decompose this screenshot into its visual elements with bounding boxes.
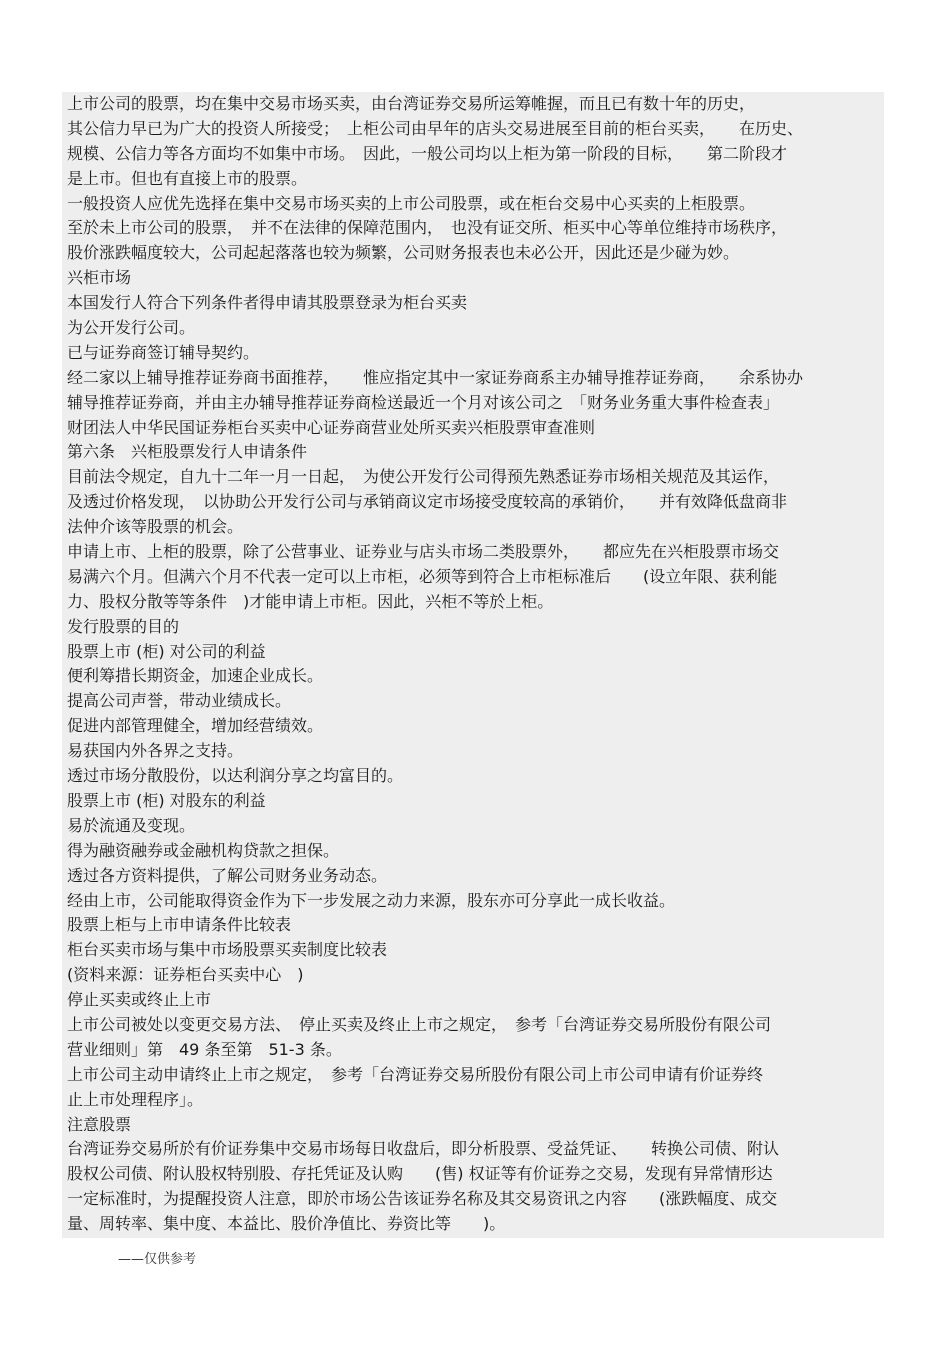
- text-line: 易满六个月。但满六个月不代表一定可以上市柜，必须等到符合上市柜标准后 (设立年限、获利能: [67, 566, 778, 586]
- text-line: 第六条 兴柜股票发行人申请条件: [67, 442, 308, 462]
- text-line: 营业细则」第 49 条至第 51-3 条。: [67, 1039, 342, 1059]
- document-body: [67, 92, 885, 1237]
- text-line: 易获国内外各界之支持。: [67, 741, 244, 761]
- text-line: 停止买卖或终止上市: [67, 990, 212, 1010]
- text-line: 股权公司债、附认股权特别股、存托凭证及认购 (售) 权证等有价证券之交易，发现有异常情形达: [67, 1164, 773, 1184]
- text-line: 股票上市 (柜) 对股东的利益: [67, 790, 266, 810]
- text-line: 及透过价格发现， 以协助公开发行公司与承销商议定市场接受度较高的承销价， 并有效降低盘商非: [67, 492, 788, 512]
- text-line: 透过各方资料提供，了解公司财务业务动态。: [67, 865, 388, 885]
- text-line: 一般投资人应优先选择在集中交易市场买卖的上市公司股票，或在柜台交易中心买卖的上柜股票。: [67, 193, 756, 213]
- text-line: 目前法令规定，自九十二年一月一日起， 为使公开发行公司得预先熟悉证券市场相关规范及其运作，: [67, 467, 780, 487]
- text-line: 一定标准时，为提醒投资人注意，即於市场公告该证券名称及其交易资讯之内容 (涨跌幅度、成交: [67, 1189, 778, 1209]
- text-line: 申请上市、上柜的股票，除了公营事业、证券业与店头市场二类股票外， 都应先在兴柜股票市场交: [67, 542, 780, 562]
- text-line: 台湾证券交易所於有价证券集中交易市场每日收盘后，即分析股票、受益凭证、 转换公司债、附认: [67, 1139, 780, 1159]
- text-line: 经二家以上辅导推荐证券商书面推荐， 惟应指定其中一家证券商系主办辅导推荐证券商， 余系协办: [67, 367, 804, 387]
- text-line: 促进内部管理健全，增加经营绩效。: [67, 716, 324, 736]
- text-line: 注意股票: [67, 1114, 132, 1134]
- text-line: 辅导推荐证券商，并由主办辅导推荐证券商检送最近一个月对该公司之 「财务业务重大事件检查表」: [67, 392, 780, 412]
- text-line: 规模、公信力等各方面均不如集中市场。 因此，一般公司均以上柜为第一阶段的目标， 第二阶段才: [67, 143, 788, 163]
- text-line: 提高公司声誉，带动业绩成长。: [67, 691, 292, 711]
- text-line: 易於流通及变现。: [67, 815, 196, 835]
- text-line: 其公信力早已为广大的投资人所接受； 上柜公司由早年的店头交易进展至目前的柜台买卖， 在历史、: [67, 118, 804, 138]
- text-line: 发行股票的目的: [67, 616, 180, 636]
- text-line: 已与证券商签订辅导契约。: [67, 342, 260, 362]
- text-line: 透过市场分散股份，以达利润分享之均富目的。: [67, 766, 404, 786]
- text-line: 法仲介该等股票的机会。: [67, 517, 244, 537]
- text-line: 兴柜市场: [67, 268, 132, 288]
- text-line: 为公开发行公司。: [67, 318, 196, 338]
- text-line: 止上市处理程序」。: [67, 1089, 204, 1109]
- text-line: 柜台买卖市场与集中市场股票买卖制度比较表: [67, 940, 388, 960]
- text-line: 上市公司被处以变更交易方法、 停止买卖及终止上市之规定， 参考「台湾证券交易所股份有限公司: [67, 1014, 772, 1034]
- text-line: 便利筹措长期资金，加速企业成长。: [67, 666, 324, 686]
- text-line: 得为融资融券或金融机构贷款之担保。: [67, 840, 340, 860]
- text-line: 上市公司的股票，均在集中交易市场买卖，由台湾证券交易所运筹帷握，而且已有数十年的历史，: [67, 94, 756, 113]
- text-line: 力、股权分散等等条件 )才能申请上市柜。因此，兴柜不等於上柜。: [67, 591, 554, 611]
- text-line: (资料来源：证券柜台买卖中心 ): [67, 965, 304, 985]
- footer-note: ——仅供参考: [118, 1252, 197, 1267]
- text-line: 至於未上市公司的股票， 并不在法律的保障范围内， 也没有证交所、柜买中心等单位维持市场秩序，: [67, 218, 788, 238]
- text-line: 经由上市，公司能取得资金作为下一步发展之动力来源，股东亦可分享此一成长收益。: [67, 890, 676, 910]
- text-line: 上市公司主动申请终止上市之规定， 参考「台湾证券交易所股份有限公司上市公司申请有价证券终: [67, 1064, 764, 1084]
- text-line: 量、周转率、集中度、本益比、股价净值比、券资比等 )。: [67, 1214, 506, 1234]
- text-line: 是上市。但也有直接上市的股票。: [67, 168, 308, 188]
- text-line: 股票上市 (柜) 对公司的利益: [67, 641, 266, 661]
- text-line: 本国发行人符合下列条件者得申请其股票登录为柜台买卖: [67, 293, 468, 313]
- text-line: 股价涨跌幅度较大，公司起起落落也较为频繁，公司财务报表也未必公开，因此还是少碰为妙。: [67, 243, 740, 263]
- text-line: 股票上柜与上市申请条件比较表: [67, 915, 292, 935]
- text-line: 财团法人中华民国证券柜台买卖中心证券商营业处所买卖兴柜股票审查准则: [67, 417, 596, 437]
